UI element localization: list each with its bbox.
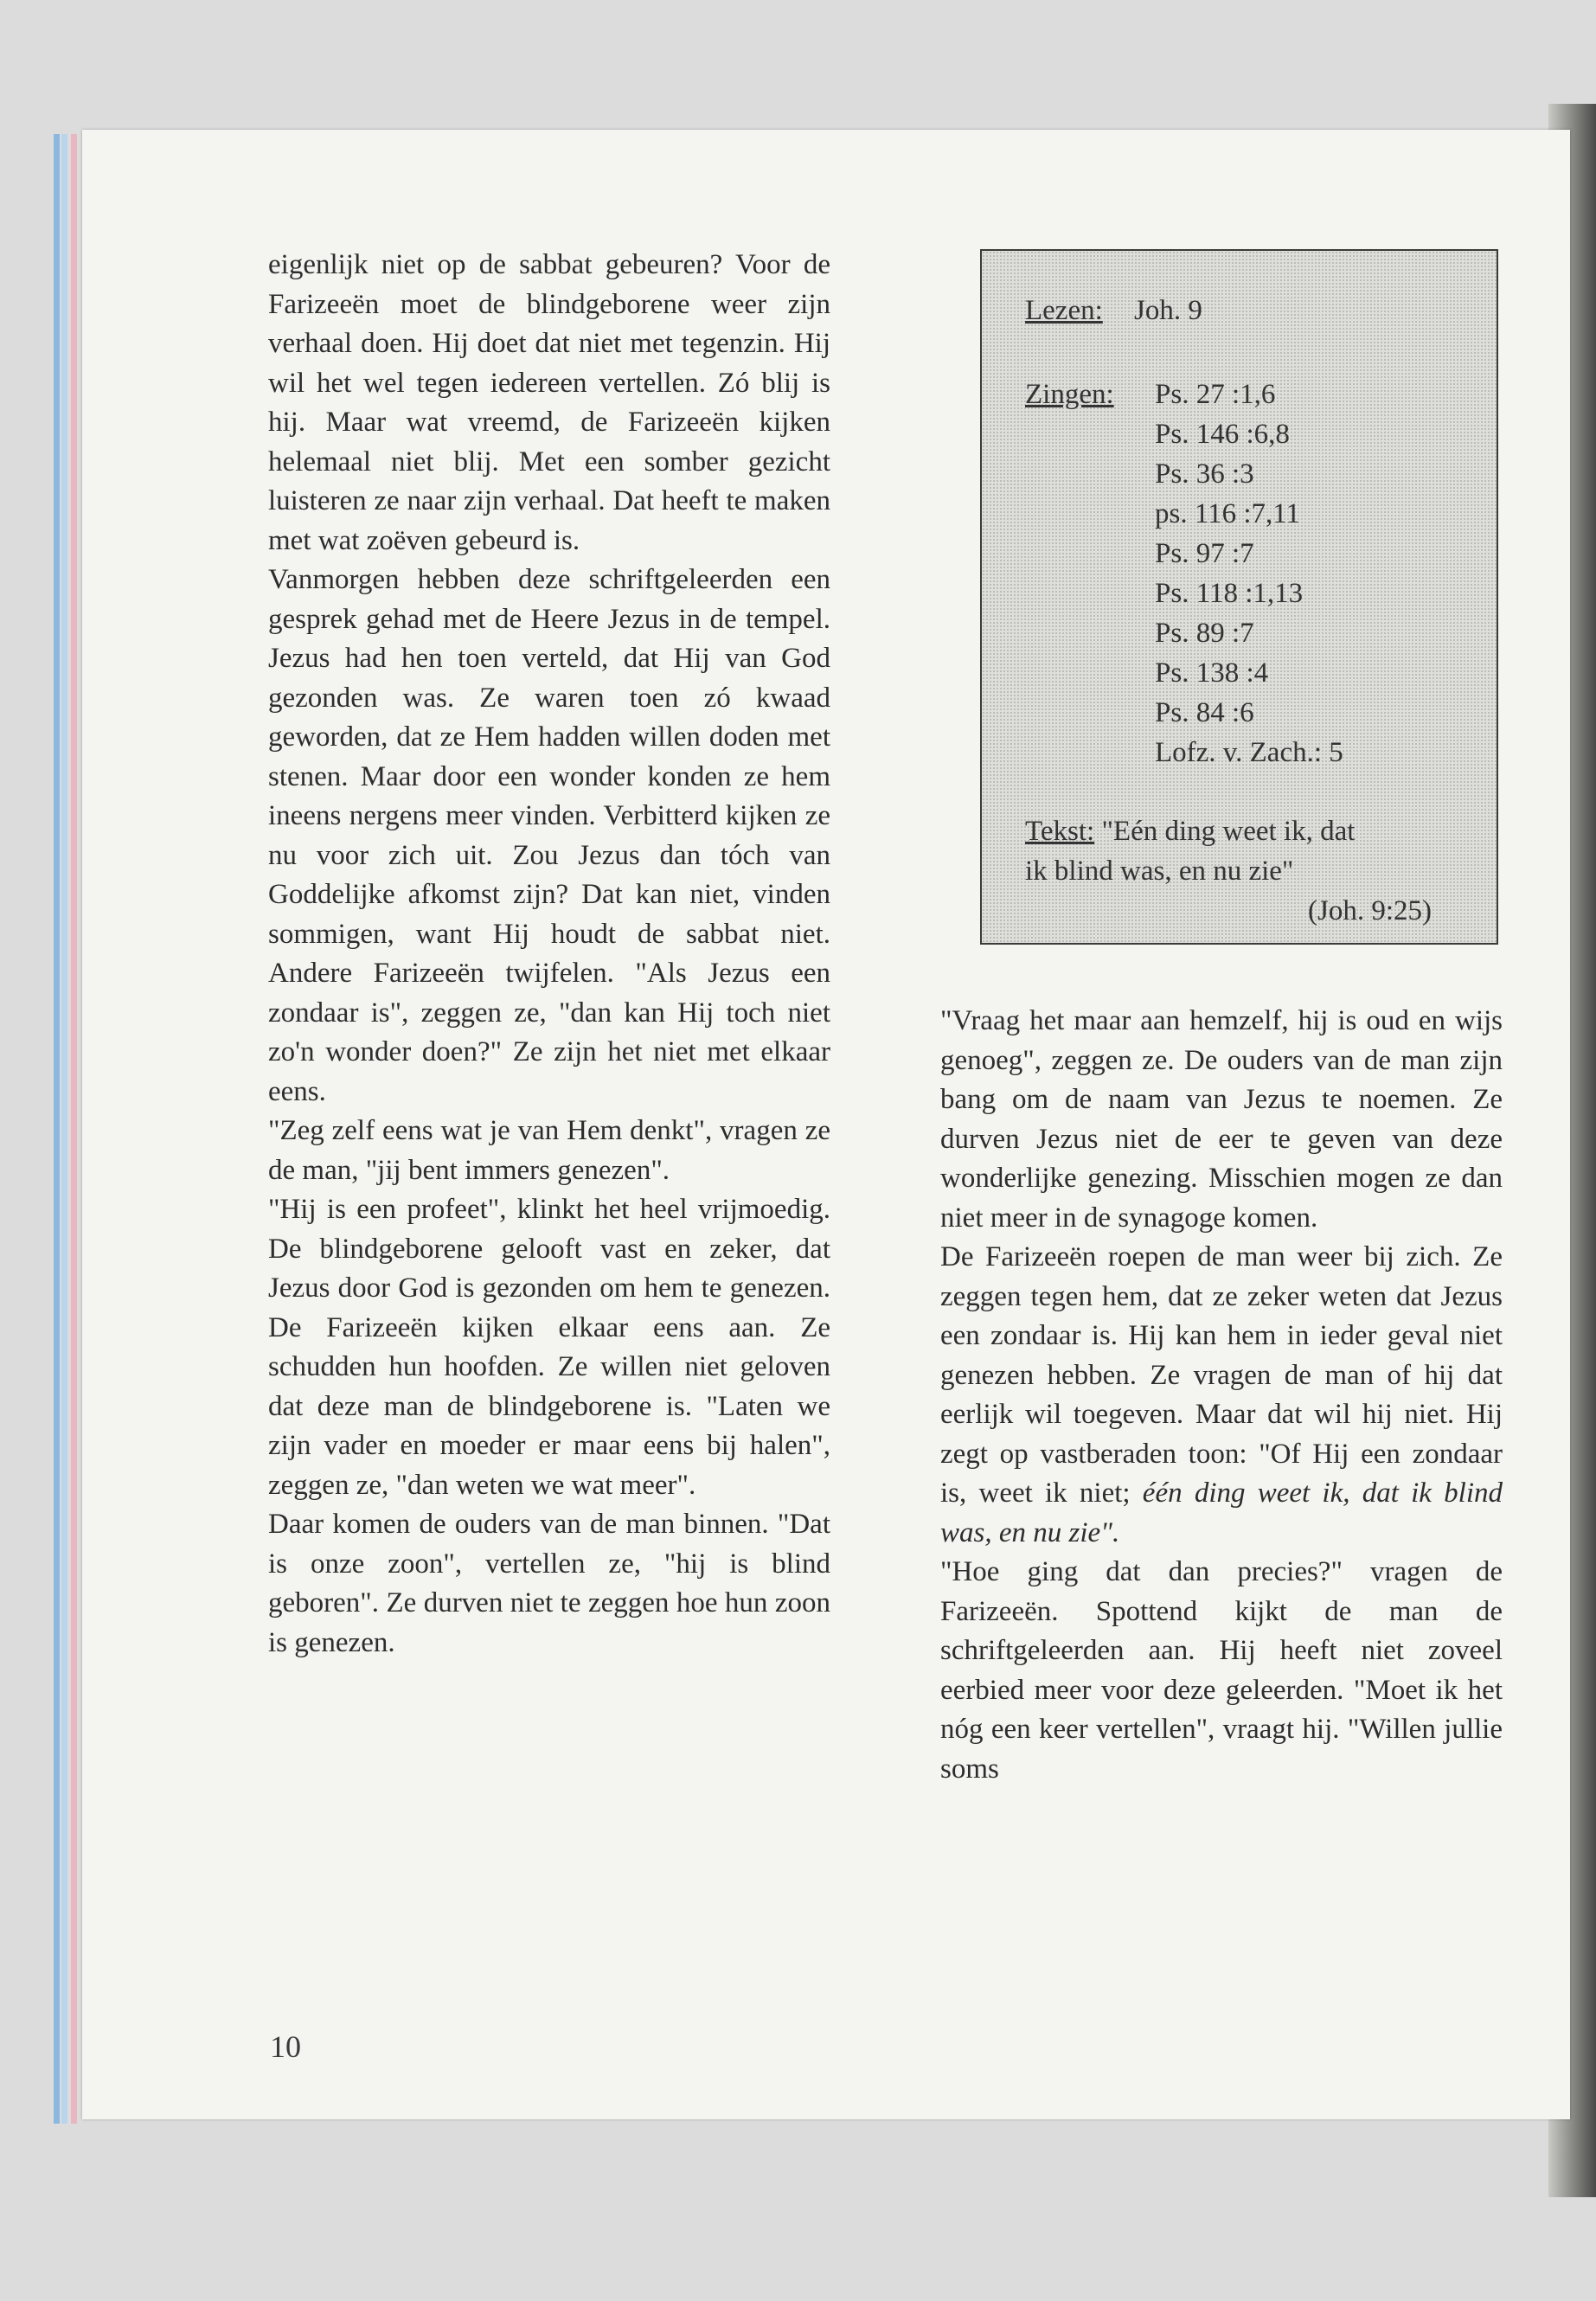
page-edge-light-blue bbox=[61, 134, 67, 2124]
lezen-row bbox=[1025, 291, 1202, 330]
tekst-quote-line-2: ik blind was, en nu zie" bbox=[1025, 856, 1294, 887]
psalm-item: Lofz. v. Zach.: 5 bbox=[1155, 737, 1343, 768]
lezen-value: Joh. 9 bbox=[1134, 295, 1202, 326]
tekst-label: Tekst: bbox=[1025, 816, 1095, 847]
left-paragraph-4: "Hij is een profeet", klinkt het heel vrijmoedig. De blindgeborene gelooft vast en zeker, dat Jezus door God is gezonden om hem te genezen. De Farizeeën kijken elkaar eens aan. Ze schudden hun hoofden. Ze willen niet geloven dat deze man de blindgeborene is. "Laten we zijn vader en moeder er maar eens bij halen", zeggen ze, "dan weten we wat meer". bbox=[268, 1194, 830, 1501]
right-paragraph-1: "Vraag het maar aan hemzelf, hij is oud en wijs genoeg", zeggen ze. De ouders van de man zijn bang om de naam van Jezus te noemen. Ze durven Jezus niet de eer te geven van deze wonderlijke genezing. Misschien mogen ze dan niet meer in de synagoge komen. bbox=[940, 1005, 1503, 1234]
right-paragraph-2-text: De Farizeeën roepen de man weer bij zich. Ze zeggen tegen hem, dat ze zeker weten dat Jezus een zondaar is. Hij kan hem in ieder geval niet genezen hebben. Ze vragen de man of hij dat eerlijk wil toegeven. Maar dat wil hij niet. Hij zegt op vastberaden toon: "Of Hij een zondaar is, weet ik niet; bbox=[940, 1241, 1503, 1509]
tekst-quote-line-1: "Eén ding weet ik, dat bbox=[1094, 816, 1356, 847]
psalm-item: Ps. 89 :7 bbox=[1155, 618, 1254, 649]
left-text-column bbox=[268, 246, 830, 1663]
left-paragraph-3: "Zeg zelf eens wat je van Hem denkt", vragen ze de man, "jij bent immers genezen". bbox=[268, 1115, 830, 1186]
psalm-item: Ps. 27 :1,6 bbox=[1155, 379, 1276, 410]
left-paragraph-1: eigenlijk niet op de sabbat gebeuren? Voor de Farizeeën moet de blindgeborene weer zijn verhaal doen. Hij doet dat niet met tegenzin. Hij wil het wel tegen iedereen vertellen. Zó blij is hij. Maar wat vreemd, de Farizeeën kijken helemaal niet blij. Met een somber gezicht luisteren ze naar zijn verhaal. Dat heeft te maken met wat zoëven gebeurd is. bbox=[268, 249, 830, 556]
tekst-reference: (Joh. 9:25) bbox=[1308, 895, 1432, 926]
psalm-item: Ps. 84 :6 bbox=[1155, 697, 1254, 728]
psalm-item: Ps. 138 :4 bbox=[1155, 657, 1269, 689]
psalm-item: Ps. 146 :6,8 bbox=[1155, 419, 1290, 450]
zingen-label: Zingen: bbox=[1025, 379, 1114, 410]
page-edge-pink bbox=[71, 134, 77, 2124]
lezen-label: Lezen: bbox=[1025, 295, 1103, 326]
zingen-label-row bbox=[1025, 375, 1114, 414]
tekst-row bbox=[1025, 811, 1355, 851]
psalm-item: Ps. 97 :7 bbox=[1155, 538, 1254, 569]
right-text-column bbox=[940, 1002, 1503, 1789]
left-paragraph-2: Vanmorgen hebben deze schriftgeleerden een gesprek gehad met de Heere Jezus in de tempel. Jezus had hen toen verteld, dat Hij van God gezonden was. Ze waren toen zó kwaad geworden, dat ze Hem hadden willen doden met stenen. Maar door een wonder konden ze hem ineens nergens meer vinden. Verbitterd kijken ze nu voor zich uit. Zou Jezus dan tóch van Goddelijke afkomst zijn? Dat kan niet, vinden sommigen, want Hij houdt de sabbat niet. Andere Farizeeën twijfelen. "Als Jezus een zondaar is", zeggen ze, "dan kan Hij toch niet zo'n wonder doen?" Ze zijn het niet met elkaar eens. bbox=[268, 564, 830, 1107]
right-paragraph-2 bbox=[940, 1238, 1503, 1553]
quote-italic: één ding weet ik, dat ik blind was, en nu zie". bbox=[940, 1477, 1503, 1548]
left-paragraph-5: Daar komen de ouders van de man binnen. "Dat is onze zoon", vertellen ze, "hij is blind geboren". Ze durven niet te zeggen hoe hun zoon is genezen. bbox=[268, 1509, 830, 1658]
page-number: 10 bbox=[270, 2029, 301, 2064]
right-paragraph-3: "Hoe ging dat dan precies?" vragen de Farizeeën. Spottend kijkt de man de schriftgeleerden aan. Hij heeft niet zoveel eerbied meer voor deze geleerden. "Moet ik het nóg een keer vertellen", vraagt hij. "Willen jullie soms bbox=[940, 1556, 1503, 1785]
page-edge-blue bbox=[54, 134, 60, 2124]
psalm-item: Ps. 118 :1,13 bbox=[1155, 578, 1304, 609]
psalm-item: Ps. 36 :3 bbox=[1155, 458, 1254, 490]
psalm-item: ps. 116 :7,11 bbox=[1155, 498, 1301, 529]
reading-info-box bbox=[980, 249, 1498, 945]
